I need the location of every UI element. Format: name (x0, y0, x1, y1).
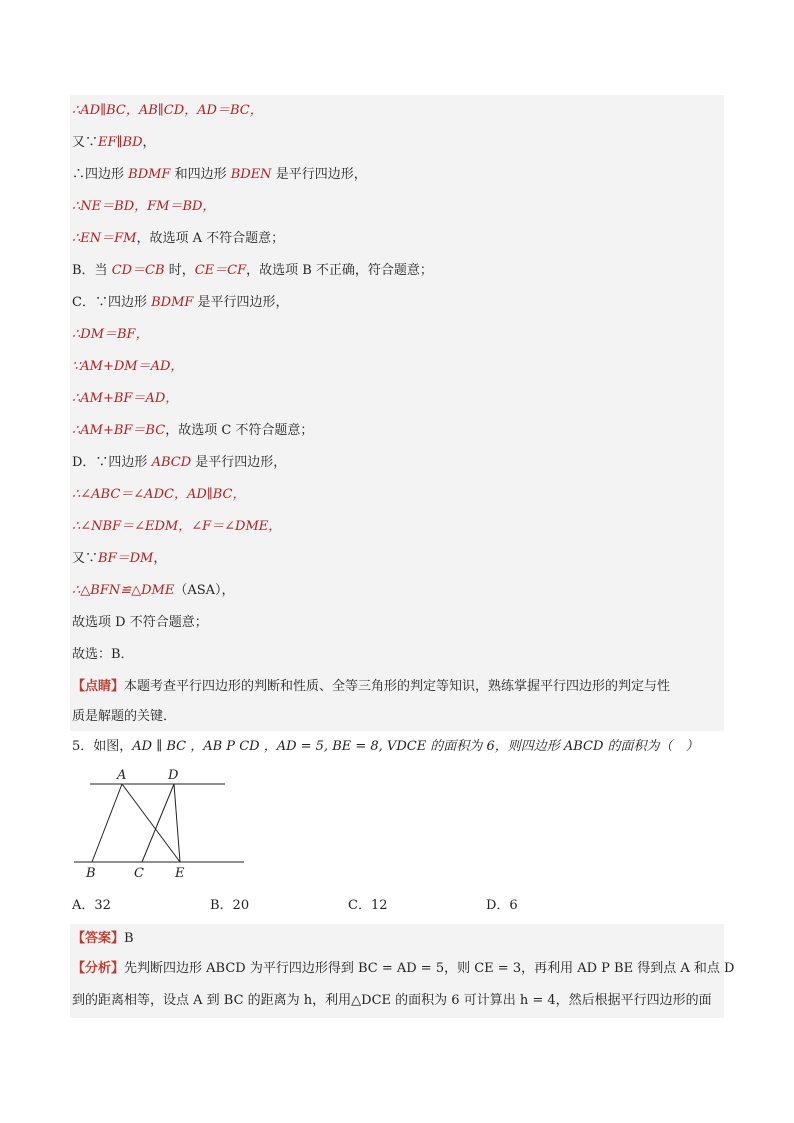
geometry-figure (70, 764, 250, 884)
question-text: 5．如图，AD ∥ BC ，AB P CD ，AD = 5, BE = 8, VDCE 的面积为 6，则四边形 ABCD 的面积为（ ） (72, 739, 699, 754)
solution-line-12: D．∵四边形 ABCD 是平行四边形， (72, 455, 287, 470)
solution-line-15: 又∵BF＝DM， (72, 551, 167, 566)
solution-line-5: ∴EN＝FM，故选项 A 不符合题意； (72, 231, 285, 246)
label-e: E (175, 866, 185, 881)
segment-dc (142, 784, 174, 862)
solution-line-2: 又∵EF∥BD， (72, 135, 156, 150)
tip-line-1: 【点睛】本题考查平行四边形的判断和性质、全等三角形的判定等知识，熟练掌握平行四边形的判定与性 (72, 679, 671, 694)
solution-line-18: 故选：B． (72, 647, 134, 662)
analysis-line-2: 到的距离相等，设点 A 到 BC 的距离为 h，利用△DCE 的面积为 6 可计算出 h = 4，然后根据平行四边形的面 (72, 993, 712, 1008)
solution-line-1: ∴AD∥BC，AB∥CD，AD＝BC， (72, 103, 263, 118)
answer-line: 【答案】B (72, 931, 134, 946)
segment-de (174, 784, 180, 862)
solution-line-3: ∴四边形 BDMF 和四边形 BDEN 是平行四边形， (72, 167, 367, 182)
solution-line-14: ∴∠NBF＝∠EDM，∠F＝∠DME， (72, 519, 282, 534)
segment-ae (122, 784, 180, 862)
label-d: D (168, 768, 179, 783)
solution-line-10: ∴AM+BF＝AD， (72, 391, 179, 406)
solution-line-4: ∴NE＝BD，FM＝BD， (72, 199, 216, 214)
option-b: B．20 (210, 898, 250, 913)
segment-ab (92, 784, 122, 862)
solution-line-11: ∴AM+BF＝BC，故选项 C 不符合题意； (72, 423, 314, 438)
solution-line-16: ∴△BFN≌△DME（ASA）， (72, 583, 235, 598)
tip-line-2: 质是解题的关键． (72, 709, 177, 724)
solution-line-6: B．当 CD＝CB 时，CE＝CF，故选项 B 不正确，符合题意； (72, 263, 433, 278)
option-d: D．6 (486, 898, 518, 913)
label-b: B (86, 866, 96, 881)
option-c: C．12 (348, 898, 388, 913)
option-a: A．32 (72, 898, 111, 913)
solution-line-8: ∴DM＝BF， (72, 327, 149, 342)
label-a: A (117, 768, 127, 783)
solution-line-9: ∵AM+DM＝AD， (72, 359, 184, 374)
solution-line-7: C．∵四边形 BDMF 是平行四边形， (72, 295, 289, 310)
label-c: C (134, 866, 144, 881)
analysis-line-1: 【分析】先判断四边形 ABCD 为平行四边形得到 BC = AD = 5，则 CE = 3，再利用 AD P BE 得到点 A 和点 D (72, 961, 735, 976)
solution-line-13: ∴∠ABC＝∠ADC，AD∥BC， (72, 487, 246, 502)
solution-shade (70, 95, 724, 731)
solution-line-17: 故选项 D 不符合题意； (72, 615, 208, 630)
